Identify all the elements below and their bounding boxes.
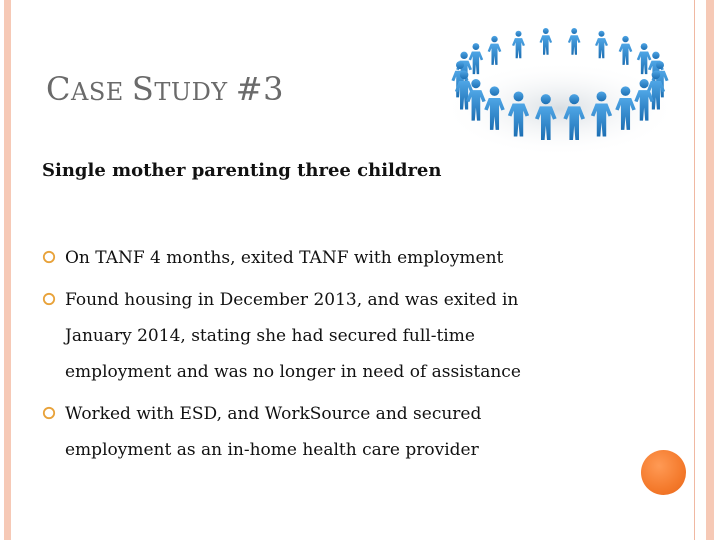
bullet-line: January 2014, stating she had secured full-time: [65, 326, 475, 346]
title-part2-rest: TUDY: [154, 78, 236, 106]
person-figure: [619, 36, 633, 65]
people-circle-icon: [440, 14, 680, 164]
orange-circle-icon: [641, 450, 686, 495]
bullet-item: [42, 240, 642, 276]
bullet-circle-icon: [42, 406, 56, 420]
title-part1-rest: ASE: [70, 78, 132, 106]
bullet-line: Found housing in December 2013, and was exited in: [65, 290, 519, 310]
person-figure: [488, 36, 502, 65]
bullet-line: employment and was no longer in need of assistance: [65, 362, 521, 382]
slide-title: [46, 70, 284, 108]
title-part2-initial: S: [131, 70, 155, 108]
person-figure: [595, 31, 608, 59]
bullet-circle-icon: [42, 292, 56, 306]
title-part1-initial: C: [46, 70, 71, 108]
bullet-item: [42, 396, 642, 468]
title-part3: #3: [235, 70, 284, 108]
bullet-line: employment as an in-home health care provider: [65, 440, 479, 460]
frame-left-border: [4, 0, 11, 540]
frame-right-outer-border: [706, 0, 714, 540]
bullet-circle-icon: [42, 250, 56, 264]
frame-right-inner-border: [694, 0, 695, 540]
person-figure: [512, 31, 525, 59]
person-figure: [540, 28, 553, 55]
bullet-item: [42, 282, 642, 390]
bullet-list: [42, 240, 642, 474]
subtitle: Single mother parenting three children: [42, 160, 442, 181]
bullet-line: On TANF 4 months, exited TANF with employment: [65, 248, 504, 268]
person-figure: [568, 28, 581, 55]
bullet-line: Worked with ESD, and WorkSource and secured: [65, 404, 482, 424]
